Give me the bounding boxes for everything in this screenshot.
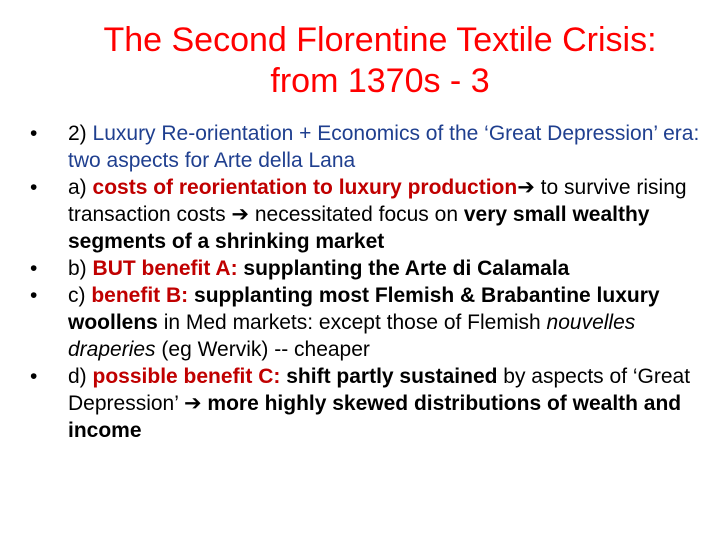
right-arrow-icon: ➔ [183,392,202,415]
bullet-dot-icon: • [30,257,38,280]
bullet-dot-icon: • [30,365,38,388]
bullet-dot-icon: • [30,122,38,145]
title-line-1: The Second Florentine Textile Crisis: [103,21,657,59]
right-arrow-icon: ➔ [517,176,535,199]
right-arrow-icon: ➔ [231,203,250,226]
bullet-item-3: • b) BUT benefit A: supplanting the Arte di Calamala [30,257,570,280]
bullet-list [30,120,700,444]
bullet-item-5: • d) possible benefit C: shift partly sustained by aspects of ‘Great Depression’ ➔ more highly skewed distributions of wealth and income [30,365,691,442]
title-line-2: from 1370s - 3 [270,62,490,100]
slide-title [40,20,720,102]
bullet-dot-icon: • [30,284,38,307]
bullet-dot-icon: • [30,176,38,199]
bullet-item-1: • 2) Luxury Re-orientation + Economics of the ‘Great Depression’ era: two aspects for Arte della Lana [30,122,700,172]
bullet-item-4: • c) benefit B: supplanting most Flemish & Brabantine luxury woollens in Med markets: except those of Flemish nouvelles draperies (eg Wervik) -- cheaper [30,284,660,361]
bullet-item-2: • a) costs of reorientation to luxury production➔ to survive rising transaction costs ➔ necessitated focus on very small wealthy segments of a shrinking market [30,176,687,253]
